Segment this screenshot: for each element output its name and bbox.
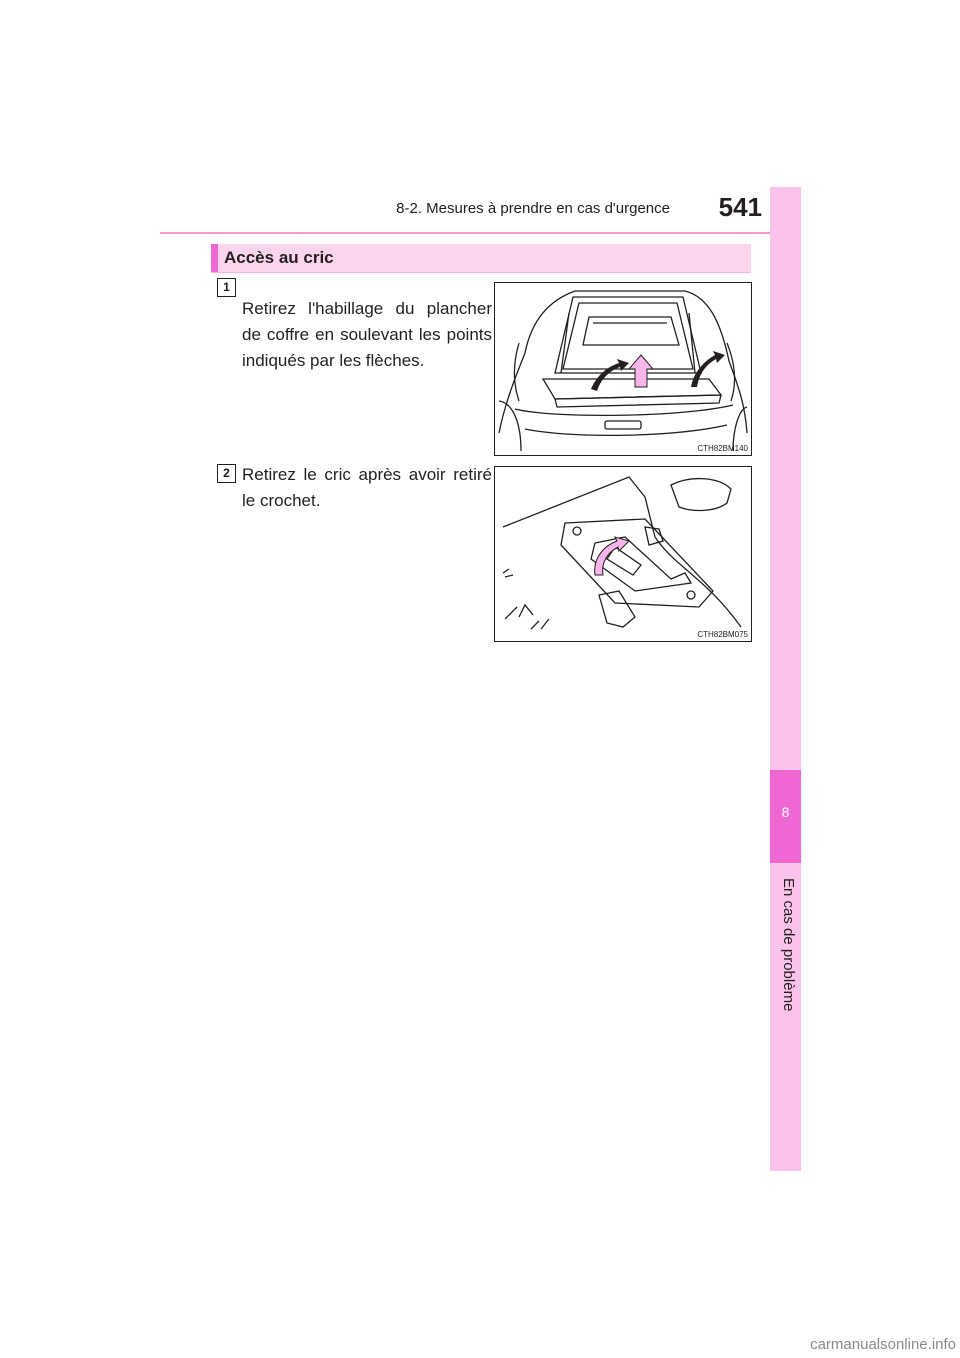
footer-watermark: carmanualsonline.info: [810, 1336, 956, 1353]
step-2-text: Retirez le cric après avoir retiré le crochet.: [242, 465, 492, 510]
figure-jack-removal: [494, 466, 752, 642]
jack-removal-illustration: [495, 467, 751, 641]
section-heading: Accès au cric: [224, 248, 334, 267]
page-number: 541: [718, 192, 762, 222]
chapter-title: En cas de problème: [780, 878, 797, 1012]
header-rule: [160, 232, 800, 234]
figure-trunk-floor: [494, 282, 752, 456]
chapter-number: 8: [781, 804, 790, 820]
trunk-floor-illustration: [495, 283, 751, 455]
step-1-badge: 1: [217, 278, 236, 297]
figure-1-code: CTH82BM140: [697, 444, 748, 453]
step-2-badge: 2: [217, 464, 236, 483]
figure-2-code: CTH82BM075: [697, 630, 748, 639]
header-section-title: 8-2. Mesures à prendre en cas d'urgence: [396, 200, 670, 217]
step-1-text: Retirez l'habillage du plancher de coffre en soulevant les points indiqués par les flèches.: [242, 299, 492, 370]
